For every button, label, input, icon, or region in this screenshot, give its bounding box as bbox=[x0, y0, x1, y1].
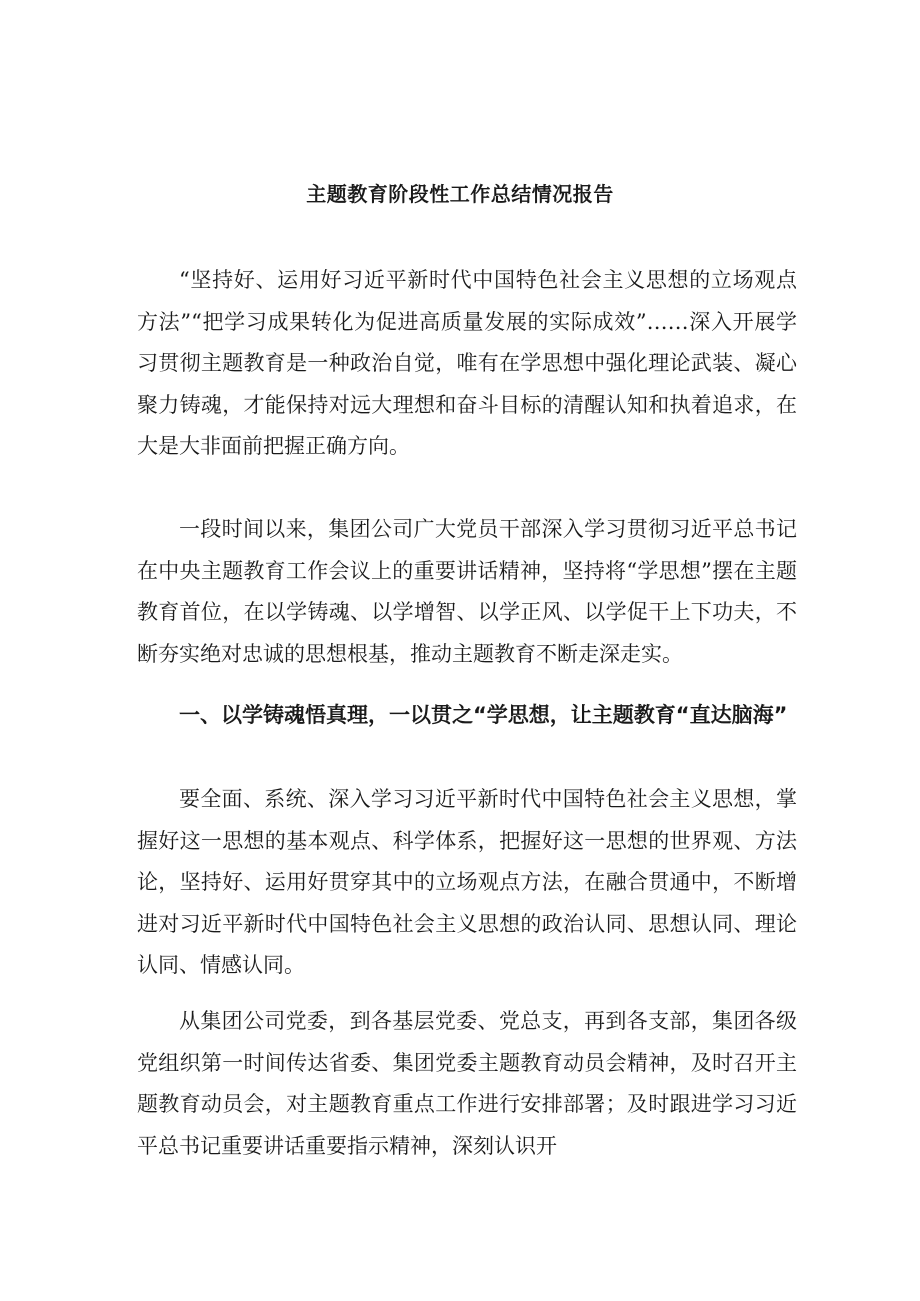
intro-paragraph: “坚持好、运用好习近平新时代中国特色社会主义思想的立场观点方法”“把学习成果转化为促进高质量发展的实际成效”……深入开展学习贯彻主题教育是一种政治自觉，唯有在学思想中强化理论武装、凝心聚力铸魂，才能保持对远大理想和奋斗目标的清醒认知和执着追求，在大是大非面前把握正确方向。 bbox=[137, 268, 797, 459]
overview-paragraph: 一段时间以来，集团公司广大党员干部深入学习贯彻习近平总书记在中央主题教育工作会议上的重要讲话精神，坚持将“学思想”摆在主题教育首位，在以学铸魂、以学增智、以学正风、以学促干上下功夫，不断夯实绝对忠诚的思想根基，推动主题教育不断走深走实。 bbox=[137, 517, 797, 666]
section-heading: 一、以学铸魂悟真理，一以贯之“学思想，让主题教育“直达脑海” bbox=[179, 703, 788, 727]
document-title: 主题教育阶段性工作总结情况报告 bbox=[306, 182, 614, 206]
section-paragraph: 要全面、系统、深入学习习近平新时代中国特色社会主义思想，掌握好这一思想的基本观点、科学体系，把握好这一思想的世界观、方法论，坚持好、运用好贯穿其中的立场观点方法，在融合贯通中，不断增进对习近平新时代中国特色社会主义思想的政治认同、思想认同、理论认同、情感认同。 bbox=[137, 787, 797, 978]
section-paragraph: 从集团公司党委，到各基层党委、党总支，再到各支部，集团各级党组织第一时间传达省委、集团党委主题教育动员会精神，及时召开主题教育动员会，对主题教育重点工作进行安排部署；及时跟进学习习近平总书记重要讲话重要指示精神，深刻认识开 bbox=[137, 1009, 797, 1158]
